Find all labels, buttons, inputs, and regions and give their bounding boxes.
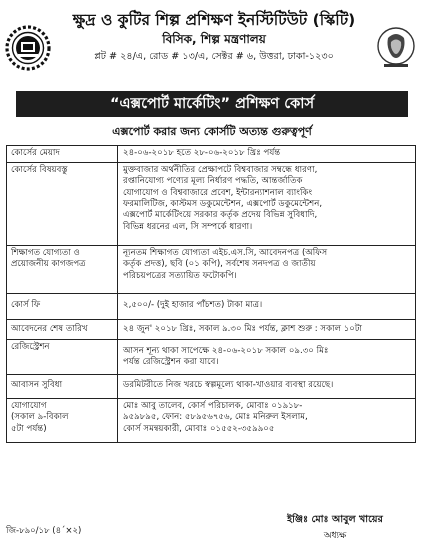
row-value: ২,৫০০/- (দুই হাজার পাঁচশত) টাকা মাত্র। bbox=[123, 300, 263, 310]
institute-address: প্লট # ২৪/এ, রোড # ১৩/এ, সেক্টর # ৬, উত্তরা, ঢাকা-১২৩০ bbox=[94, 51, 334, 62]
label-line: যোগাযোগ bbox=[11, 401, 47, 411]
course-title-banner: “এক্সপোর্ট মার্কেটিং” প্রশিক্ষণ কোর্স bbox=[16, 91, 408, 117]
row-value: ২৪ জুন' ২০১৮ খ্রিঃ, সকাল ৯.৩০ মিঃ পর্যন্ত, ক্লাশ শুরু : সকাল ১০টা bbox=[123, 324, 363, 334]
row-label bbox=[7, 399, 118, 442]
value-line: মুক্তবাজার অর্থনীতির প্রেক্ষাপটে বিশ্ববাজার সম্বন্ধে ধারণা, bbox=[123, 165, 318, 175]
value-line: মোঃ আবু তালেব, কোর্স পরিচালক, মোবাঃ ০১৯১৮- bbox=[123, 401, 303, 411]
row-value bbox=[118, 246, 415, 293]
row-value bbox=[118, 399, 415, 442]
institute-name: ক্ষুদ্র ও কুটির শিল্প প্রশিক্ষণ ইনস্টিটিউট (স্কিটি) bbox=[72, 11, 356, 29]
row-label: কোর্স ফি bbox=[7, 294, 118, 319]
value-line: বিভিন্ন ধরনের এল, সি সম্পর্কে ধারণা। bbox=[123, 221, 253, 232]
value-line: আসন শূন্য থাকা সাপেক্ষে ২৪-০৬-২০১৮ সকাল ০৯.৩০ মিঃ bbox=[123, 346, 329, 356]
institute-logo-icon bbox=[5, 25, 51, 71]
row-label: কোর্সের মেয়াদ bbox=[7, 146, 118, 162]
label-line: শিক্ষাগত যোগ্যতা ও bbox=[11, 248, 80, 258]
value-line: কোর্স সমন্বয়কারী, মোবাঃ ০১৫৫২-৩৫৯৯০৫ bbox=[123, 423, 275, 434]
government-seal-icon bbox=[376, 24, 416, 70]
value-line: রপ্তানিযোগ্য পণ্যের মূল্য নির্ধারণ পদ্ধতি, আন্তর্জাতিক bbox=[123, 176, 303, 187]
row-value: ডরমিটরীতে নিজ খরচে স্বল্পমূল্যে থাকা-খাওয়ার ব্যবস্থা রয়েছে। bbox=[123, 380, 334, 390]
row-value: ২৪-০৬-২০১৮ হতে ২৮-০৬-২০১৮ খ্রিঃ পর্যন্ত bbox=[123, 148, 281, 158]
ministry-name: বিসিক, শিল্প মন্ত্রণালয় bbox=[162, 32, 266, 46]
value-line: ফরমালিটিজ, কাস্টমস ডকুমেন্টেশন, এক্সপোর্ট ডকুমেন্টেশন, bbox=[123, 199, 323, 210]
value-line: পরিচয়পত্রের সত্যায়িত ফটোকপি। bbox=[123, 270, 237, 281]
value-line: পর্যন্ত রেজিস্ট্রেশন করা যাবে। bbox=[123, 357, 219, 368]
course-subtitle: এক্সপোর্ট করার জন্য কোর্সটি অত্যন্ত গুরুত্বপূর্ণ bbox=[112, 125, 312, 138]
row-value bbox=[118, 163, 415, 245]
table-row-contact bbox=[7, 399, 415, 443]
label-line: ৫টা পর্যন্ত) bbox=[11, 423, 47, 434]
table-row-registration bbox=[7, 340, 415, 375]
table-row-subjects bbox=[7, 163, 415, 246]
label-line: (সকাল ৯-বিকাল bbox=[11, 412, 69, 423]
value-line: কর্তৃক প্রদত্ত), ছবি (০১ কপি), সর্বশেষ সনদপত্র ও জাতীয় bbox=[123, 259, 316, 270]
row-value bbox=[118, 340, 415, 374]
table-row-deadline bbox=[7, 320, 415, 340]
row-label: আবেদনের শেষ তারিখ bbox=[7, 320, 118, 339]
row-label: রেজিস্ট্রেশন bbox=[7, 340, 118, 374]
value-line: ৯৫৯৮৯৫, ফোন: ৫৮৯৫৬৭৫৬, মোঃ মনিরুল ইসলাম, bbox=[123, 412, 308, 423]
row-label bbox=[7, 246, 118, 293]
label-line: প্রয়োজনীয় কাগজপত্র bbox=[11, 259, 86, 270]
signatory-title: অধ্যক্ষ bbox=[323, 531, 347, 541]
value-line: এক্সপোর্ট মার্কেটিংয়ে সরকার কর্তৃক প্রদেয় বিভিন্ন সুবিধাদি, bbox=[123, 210, 318, 221]
course-info-table bbox=[6, 145, 416, 443]
table-row-qualification bbox=[7, 246, 415, 294]
value-line: ন্যূনতম শিক্ষাগত যোগ্যতা এইচ.এস.সি, আবেদনপত্র (অফিস bbox=[123, 248, 328, 258]
signatory-name: ইঞ্জিঃ মোঃ আবুল খায়ের bbox=[287, 514, 383, 525]
row-label: কোর্সের বিষয়বস্তু bbox=[7, 163, 118, 245]
table-row-fee bbox=[7, 294, 415, 320]
row-label: আবাসন সুবিধা bbox=[7, 375, 118, 398]
table-row-accommodation bbox=[7, 375, 415, 399]
value-line: যোগাযোগ ও বিশ্ববাজারে প্রবেশ, ইন্টারন্যাশনাল ব্যাংকিং bbox=[123, 187, 313, 198]
table-row-duration bbox=[7, 146, 415, 163]
ad-reference-number: জি-৮৯০/১৮ (৪´×২) bbox=[6, 526, 82, 536]
